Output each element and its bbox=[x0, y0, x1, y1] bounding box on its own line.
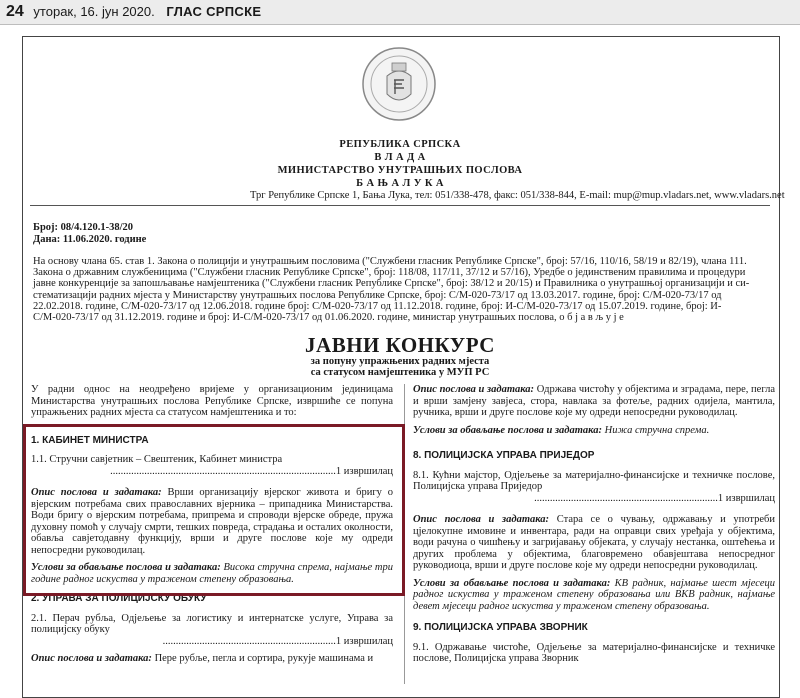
position-title: 1.1. Стручни савјетник – Свештеник, Кабинет министра bbox=[31, 454, 283, 465]
coat-of-arms-seal-icon bbox=[361, 46, 437, 122]
column-intro: У радни однос на неодређено вријеме у организационим јединицама Министарства унутрашњих послова Републике Српске, извршиће се попуна упражњених радних мјеста са статусом намјештеника и то: bbox=[31, 384, 393, 418]
notice-title: ЈАВНИ КОНКУРС bbox=[305, 333, 495, 357]
contact-address: Трг Републике Српске 1, Бања Лука, тел: 051/338-478, факс: 051/338-844, E-mail: mup@mup.vladars.net, www.vladars.net bbox=[250, 190, 785, 201]
conditions-paragraph: Услови за обављање послова и задатака: КВ радник, најмање шест мјесеци радног искуства у траженом степену образовања или ВКВ радник, најмање девет мјесеци радног искуства у траженом степену образовања. bbox=[413, 577, 775, 612]
position-count: ......................................................................................1 извршилац bbox=[110, 465, 393, 477]
intro-line: 22.02.2018. године, С/М-020-73/17 од 12.06.2018. године број: С/М-020-73/17 од 11.12.2018. године, број: И-С/М-020-73/17 од 15.07.2019. године, број: И- bbox=[33, 300, 722, 312]
intro-line: Закона о државним службеницима ("Службени гласник Републике Српске", број: 118/08, 117/11, 37/12 и 57/16), Уредбе о јединственим правилима и процедури bbox=[33, 267, 746, 279]
position-count: ......................................................................1 извршилац bbox=[534, 492, 775, 504]
legal-basis-paragraph bbox=[33, 256, 773, 323]
government-name: В Л А Д А bbox=[374, 152, 426, 163]
right-column bbox=[413, 384, 775, 671]
intro-line: стематизацији радних мјеста у Министарству унутрашњих послова Републике Српске, број: С/М-020-73/17 од 13.03.2017. године, број: С/М-020-73/17 од bbox=[33, 289, 722, 301]
position-title: 8.1. Кућни мајстор, Одјељење за материјално-финансијске и техничке послове, Полицијска управа Приједор bbox=[413, 469, 775, 492]
section-heading: 2. УПРАВА ЗА ПОЛИЦИЈСКУ ОБУКУ bbox=[31, 593, 207, 604]
reference-date: Дана: 11.06.2020. године bbox=[33, 234, 147, 245]
section-heading: 8. ПОЛИЦИЈСКА УПРАВА ПРИЈЕДОР bbox=[413, 450, 595, 461]
page-number: 24 bbox=[6, 3, 24, 20]
position-count: ..................................................................1 извршилац bbox=[162, 635, 393, 647]
duties-paragraph: Опис послова и задатака: Пере рубље, пегла и сортира, рукује машинама и bbox=[31, 653, 374, 664]
duties-paragraph: Опис послова и задатака: Врши организацију вјерског живота и бригу о вјерским потребама свих православних вјерника – припадника Министарства. Води бригу о вјерским потребама, припрема и спроводи вјерске обреде, пружа духовну помоћ у случају смрти, тешких повреда, страдања и осталих околности, обавља савјетодавну функцију, врши и друге послове које му одреди непосредни руководилац. bbox=[31, 487, 393, 556]
subtitle-line: за попуну упражњених радних мјеста bbox=[310, 356, 490, 367]
position-title: 2.1. Перач рубља, Одјељење за логистику и интернатске услуге, Управа за полицијску обуку bbox=[31, 612, 393, 635]
section-heading: 1. КАБИНЕТ МИНИСТРА bbox=[31, 434, 149, 446]
ministry-name: МИНИСТАРСТВО УНУТРАШЊИХ ПОСЛОВА bbox=[277, 165, 523, 176]
republic-name: РЕПУБЛИКА СРПСКА bbox=[339, 139, 461, 150]
city-name: Б А Њ А Л У К А bbox=[356, 178, 444, 189]
subtitle-line: са статусом намјештеника у МУП РС bbox=[310, 367, 490, 378]
section-heading: 9. ПОЛИЦИЈСКА УПРАВА ЗВОРНИК bbox=[413, 622, 588, 633]
duties-paragraph: Опис послова и задатака: Одржава чистоћу у објектима и зградама, пере, пегла и врши замјену завјеса, стора, навлака за фотеље, радних одијела, мантила, ручника, врши и друге послове које му одреди непосредни руководилац. bbox=[413, 384, 775, 418]
duties-paragraph: Опис послова и задатака: Стара се о чувању, одржавању и употреби цјелокупне имовине и инвентара, ради на оправци свих уређаја у објектима, води рачуна о чишћењу и загријавању објеката, у случају нестанка, оштећења и других проблема у објектима, благовремено обавјештава непосредног руководиоца, врши и друге послове које му одреди непосредни руководилац. bbox=[413, 514, 775, 571]
conditions-paragraph: Услови за обављање послова и задатака: Нижа стручна спрема. bbox=[413, 424, 710, 436]
reference-number: Број: 08/4.120.1-38/20 bbox=[33, 222, 133, 233]
intro-line: На основу члана 65. став 1. Закона о полицији и унутрашњим пословима ("Службени гласник Републике Српске", број: 57/16, 110/16, 58/19 и 82/19), члана 111. bbox=[33, 256, 747, 267]
intro-line: јавне конкуренције за запошљавање намјештеника ("Службени гласник Републике Српске", број: 38/12 и 20/15) и Правилника о унутрашњој организацији и си- bbox=[33, 278, 750, 290]
notice-subtitle bbox=[0, 356, 800, 378]
newspaper-header-bar bbox=[0, 0, 800, 25]
intro-line: С/М-020-73/17 од 31.12.2019. године и број: И-С/М-020-73/17 од 01.06.2020. године, министар унутрашњих послова, о б ј а в љ у ј е bbox=[33, 312, 624, 324]
document-references bbox=[33, 222, 146, 246]
divider bbox=[30, 205, 770, 206]
newspaper-name: ГЛАС СРПСКЕ bbox=[166, 4, 262, 19]
issue-date: уторак, 16. јун 2020. bbox=[33, 4, 155, 19]
position-title: 9.1. Одржавање чистоће, Одјељење за материјално-финансијске и техничке послове, Полицијска управа Зворник bbox=[413, 641, 775, 664]
conditions-paragraph: Услови за обављање послова и задатака: Висока стручна спрема, најмање три године радног искуства у траженом степену образовања. bbox=[31, 562, 393, 585]
highlight-box bbox=[23, 424, 405, 596]
